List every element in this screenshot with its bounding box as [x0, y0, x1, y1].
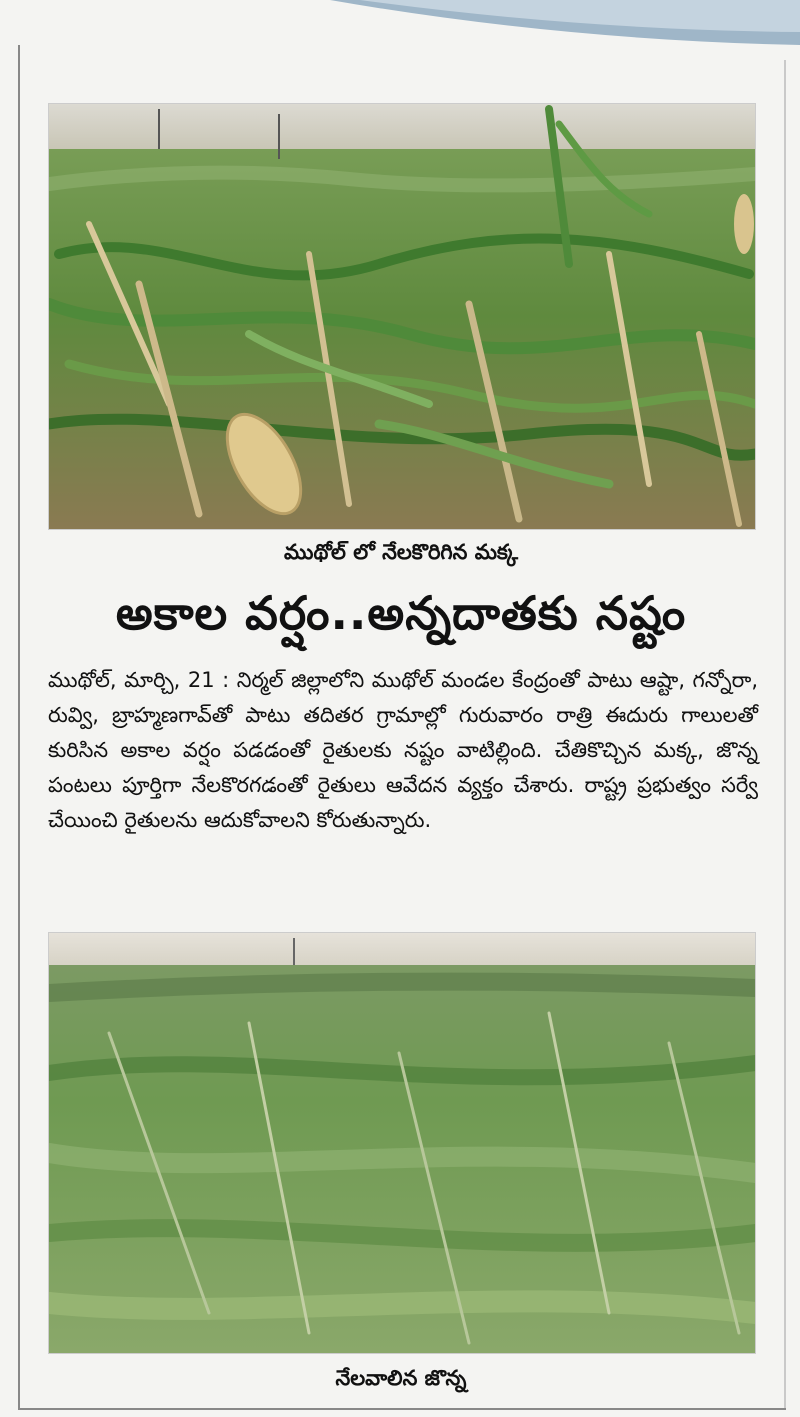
headline: అకాల వర్షం..అన్నదాతకు నష్టం: [115, 586, 687, 640]
article-body: ముథోల్, మార్చి, 21 : నిర్మల్ జిల్లాలోని ముథోల్ మండల కేంద్రంతో పాటు ఆష్టా, గన్నోరా, రువ్వి, బ్రాహ్మణగావ్‌తో పాటు తదితర గ్రామాల్లో గురువారం రాత్రి ఈదురు గాలులతో కురిసిన అకాల వర్షం పడడంతో రైతులకు నష్టం వాటిల్లింది. చేతికొచ్చిన మక్క, జొన్న పంటలు పూర్తిగా నేలకొరగడంతో రైతులు ఆవేదన వ్యక్తం చేశారు. రాష్ట్ర ప్రభుత్వం సర్వే చేయించి రైతులను ఆదుకోవాలని కోరుతున్నారు.: [48, 668, 758, 832]
bottom-rule: [18, 1408, 786, 1410]
photo2-caption: నేలవాలిన జొన్న: [335, 1366, 467, 1390]
sorghum-field-photo: [48, 932, 756, 1354]
left-column-rule: [18, 45, 20, 1410]
photo1-caption: ముథోల్ లో నేలకొరిగిన మక్క: [283, 540, 519, 564]
maize-field-photo: [48, 103, 756, 530]
header-band: [0, 0, 800, 70]
right-column-rule: [784, 60, 786, 1410]
